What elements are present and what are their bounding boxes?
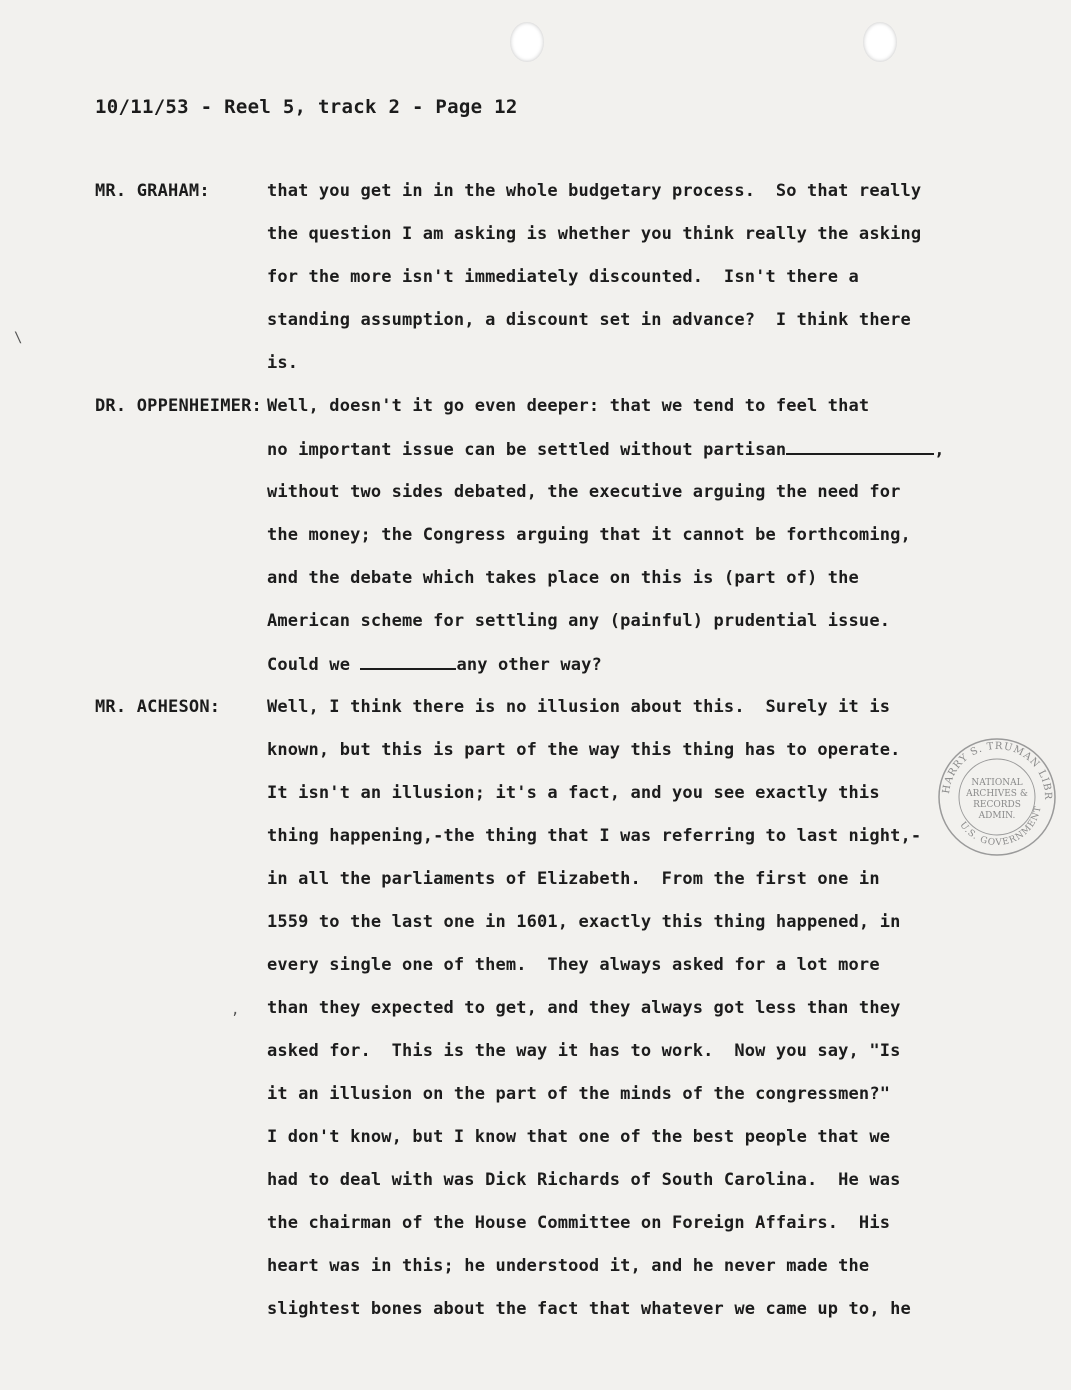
transcript-line: heart was in this; he understood it, and he never made the	[267, 1256, 870, 1276]
svg-text:U.S. GOVERNMENT: U.S. GOVERNMENT	[957, 804, 1044, 849]
transcript-line: that you get in in the whole budgetary process. So that really	[267, 181, 922, 201]
page-header: 10/11/53 - Reel 5, track 2 - Page 12	[95, 96, 518, 118]
blank-underline	[360, 654, 456, 670]
transcript-line: is.	[267, 353, 299, 373]
transcript-line-text: any other way?	[456, 655, 602, 675]
transcript-line: every single one of them. They always asked for a lot more	[267, 955, 880, 975]
transcript-line: American scheme for settling any (painful) prudential issue.	[267, 611, 891, 631]
svg-text:ADMIN.: ADMIN.	[978, 811, 1016, 821]
svg-text:RECORDS: RECORDS	[973, 800, 1021, 810]
punch-hole-right	[863, 22, 897, 62]
comma-mark: ,	[934, 440, 945, 460]
stray-mark: ,	[231, 1002, 240, 1018]
archive-stamp	[935, 735, 1059, 859]
transcript-line: the chairman of the House Committee on Foreign Affairs. His	[267, 1213, 891, 1233]
svg-text:ARCHIVES &: ARCHIVES &	[966, 789, 1028, 799]
transcript-line: It isn't an illusion; it's a fact, and you see exactly this	[267, 783, 880, 803]
transcript-line: the question I am asking is whether you think really the asking	[267, 224, 922, 244]
svg-text:HARRY S. TRUMAN LIBRARY: HARRY S. TRUMAN LIBR	[940, 740, 1054, 801]
transcript-line: the money; the Congress arguing that it cannot be forthcoming,	[267, 525, 911, 545]
transcript-line: standing assumption, a discount set in advance? I think there	[267, 310, 911, 330]
transcript-line-text: no important issue can be settled without partisan	[267, 440, 787, 460]
transcript-line: than they expected to get, and they always got less than they	[267, 998, 901, 1018]
transcript-line: known, but this is part of the way this thing has to operate.	[267, 740, 901, 760]
transcript-line: 1559 to the last one in 1601, exactly this thing happened, in	[267, 912, 901, 932]
svg-text:NATIONAL: NATIONAL	[971, 778, 1023, 788]
transcript-line: I don't know, but I know that one of the best people that we	[267, 1127, 891, 1147]
transcript-line: asked for. This is the way it has to work. Now you say, "Is	[267, 1041, 901, 1061]
speaker-oppenheimer: DR. OPPENHEIMER:	[95, 396, 262, 416]
transcript-line: had to deal with was Dick Richards of South Carolina. He was	[267, 1170, 901, 1190]
punch-hole-left	[510, 22, 544, 62]
archive-stamp-graphic	[935, 735, 1059, 859]
stray-mark: \	[14, 330, 23, 346]
transcript-line: Well, I think there is no illusion about this. Surely it is	[267, 697, 891, 717]
speaker-graham: MR. GRAHAM:	[95, 181, 210, 201]
transcript-line: thing happening,-the thing that I was referring to last night,-	[267, 826, 922, 846]
transcript-line: slightest bones about the fact that whatever we came up to, he	[267, 1299, 911, 1319]
transcript-line: it an illusion on the part of the minds of the congressmen?"	[267, 1084, 891, 1104]
transcript-line: and the debate which takes place on this is (part of) the	[267, 568, 859, 588]
transcript-line: for the more isn't immediately discounted. Isn't there a	[267, 267, 859, 287]
transcript-line	[267, 654, 602, 675]
transcript-line: without two sides debated, the executive arguing the need for	[267, 482, 901, 502]
transcript-line: Well, doesn't it go even deeper: that we tend to feel that	[267, 396, 870, 416]
transcript-line	[267, 439, 945, 460]
transcript-line-text: Could we	[267, 655, 351, 675]
transcript-line: in all the parliaments of Elizabeth. From the first one in	[267, 869, 880, 889]
blank-underline	[786, 439, 934, 455]
speaker-acheson: MR. ACHESON:	[95, 697, 221, 717]
